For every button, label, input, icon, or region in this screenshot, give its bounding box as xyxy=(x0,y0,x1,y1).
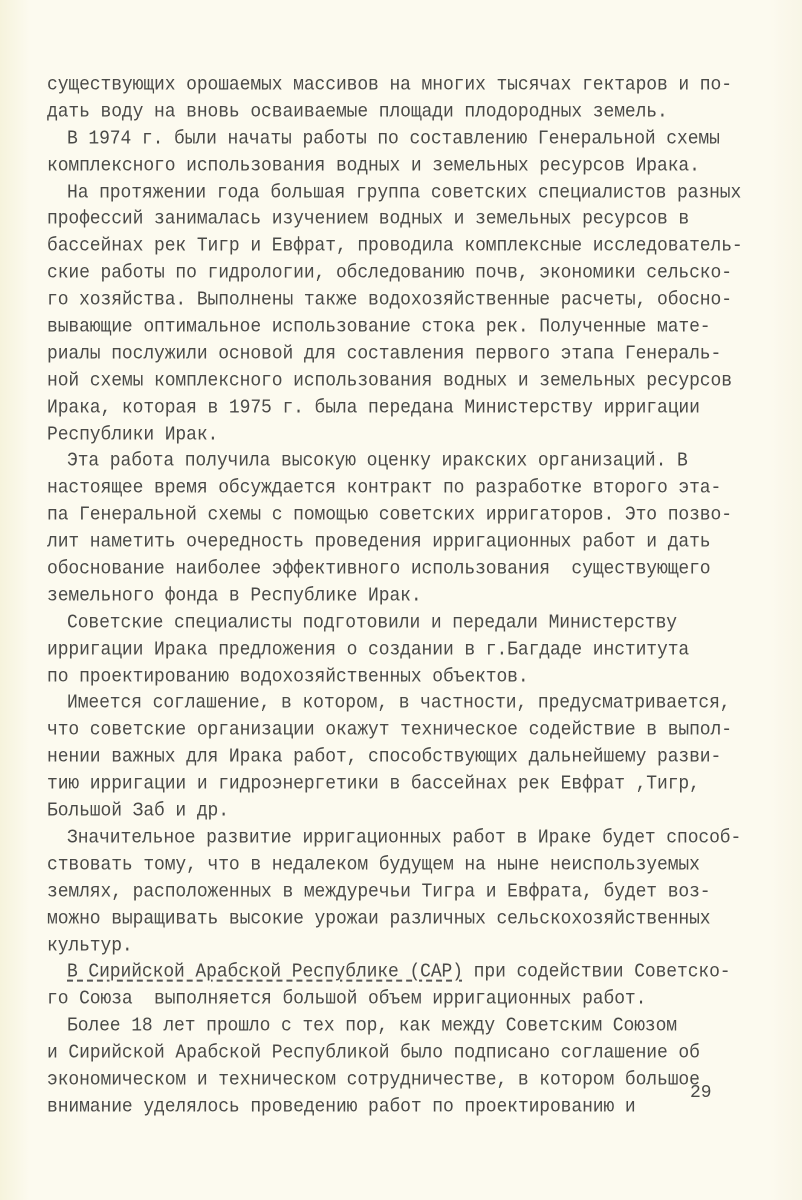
text-line: Советские специалисты подготовили и передали Министерству xyxy=(67,611,678,634)
text-line: профессий занималась изучением водных и земельных ресурсов в xyxy=(47,208,690,231)
text-line: го Союза выполняется большой объем ирригационных работ. xyxy=(47,988,647,1011)
text-line: ной схемы комплексного использования водных и земельных ресурсов xyxy=(47,369,732,392)
text-line: можно выращивать высокие урожаи различных сельскохозяйственных xyxy=(47,907,711,930)
text-line: Республики Ирак. xyxy=(47,423,219,446)
text-line: по проектированию водохозяйственных объектов. xyxy=(47,665,529,688)
text-line: ирригации Ирака предложения о создании в г.Багдаде института xyxy=(47,638,690,661)
text-line: лит наметить очередность проведения ирригационных работ и дать xyxy=(47,531,711,553)
text-line: Имеется соглашение, в котором, в частности, предусматривается, xyxy=(67,692,731,715)
text-line: обоснование наиболее эффективного использования существующего xyxy=(47,558,711,580)
text-line: внимание уделялось проведению работ по проектированию и xyxy=(47,1096,636,1118)
text-line: Значительное развитие ирригационных работ в Ираке будет способ- xyxy=(67,827,742,849)
text-line: В 1974 г. были начаты работы по составлению Генеральной схемы xyxy=(67,127,720,150)
text-line: земельного фонда в Республике Ирак. xyxy=(47,585,422,607)
text-line: и Сирийской Арабской Республикой было подписано соглашение об xyxy=(47,1042,700,1064)
text-line: комплексного использования водных и земельных ресурсов Ирака. xyxy=(47,154,700,177)
text-line: риалы послужили основой для составления первого этапа Генераль- xyxy=(47,343,722,365)
text-line: Эта работа получила высокую оценку иракских организаций. В xyxy=(67,450,688,473)
underlined-heading-syria: В Сирийской Арабской Республике (САР) xyxy=(67,961,463,984)
page-number: 29 xyxy=(690,1083,712,1103)
text-line: Ирака, которая в 1975 г. была передана Министерству ирригации xyxy=(47,396,700,419)
text-line: ствовать тому, что в недалеком будущем на ныне неиспользуемых xyxy=(47,853,700,876)
text-line: вывающие оптимальное использование стока рек. Полученные мате- xyxy=(47,316,711,338)
text-line: землях, расположенных в междуречьи Тигра и Евфрата, будет воз- xyxy=(47,880,711,903)
text-line: На протяжении года большая группа советских специалистов разных xyxy=(67,181,742,204)
text-line: ские работы по гидрологии, обследованию почв, экономики сельско- xyxy=(47,262,732,284)
text-line-syria-heading xyxy=(47,958,767,987)
text-line: экономическом и техническом сотрудничестве, в котором большое xyxy=(47,1069,700,1091)
text-line: нении важных для Ирака работ, способствующих дальнейшему разви- xyxy=(47,746,722,769)
text-line: культур. xyxy=(47,934,133,957)
text-line: тию ирригации и гидроэнергетики в бассейнах рек Евфрат ,Тигр, xyxy=(47,773,700,795)
text-line: настоящее время обсуждается контракт по разработке второго эта- xyxy=(47,477,722,500)
text-line: Большой Заб и др. xyxy=(47,800,229,822)
text-line: па Генеральной схемы с помощью советских ирригаторов. Это позво- xyxy=(47,504,732,527)
text-line: дать воду на вновь осваиваемые площади плодородных земель. xyxy=(47,101,668,123)
text-line: го хозяйства. Выполнены также водохозяйственные расчеты, обосно- xyxy=(47,289,732,311)
text-block-syria xyxy=(47,986,767,1120)
text-block-iraq xyxy=(47,72,767,959)
body-text xyxy=(47,72,767,1121)
text-line: что советские организации окажут техническое содействие в выпол- xyxy=(47,719,732,742)
text-line-rest: при содействии Советско- xyxy=(462,961,731,984)
text-line: существующих орошаемых массивов на многих тысячах гектаров и по- xyxy=(47,74,732,96)
text-line: Более 18 лет прошло с тех пор, как между Советским Союзом xyxy=(67,1015,678,1037)
text-line: бассейнах рек Тигр и Евфрат, проводила комплексные исследователь- xyxy=(47,235,743,258)
